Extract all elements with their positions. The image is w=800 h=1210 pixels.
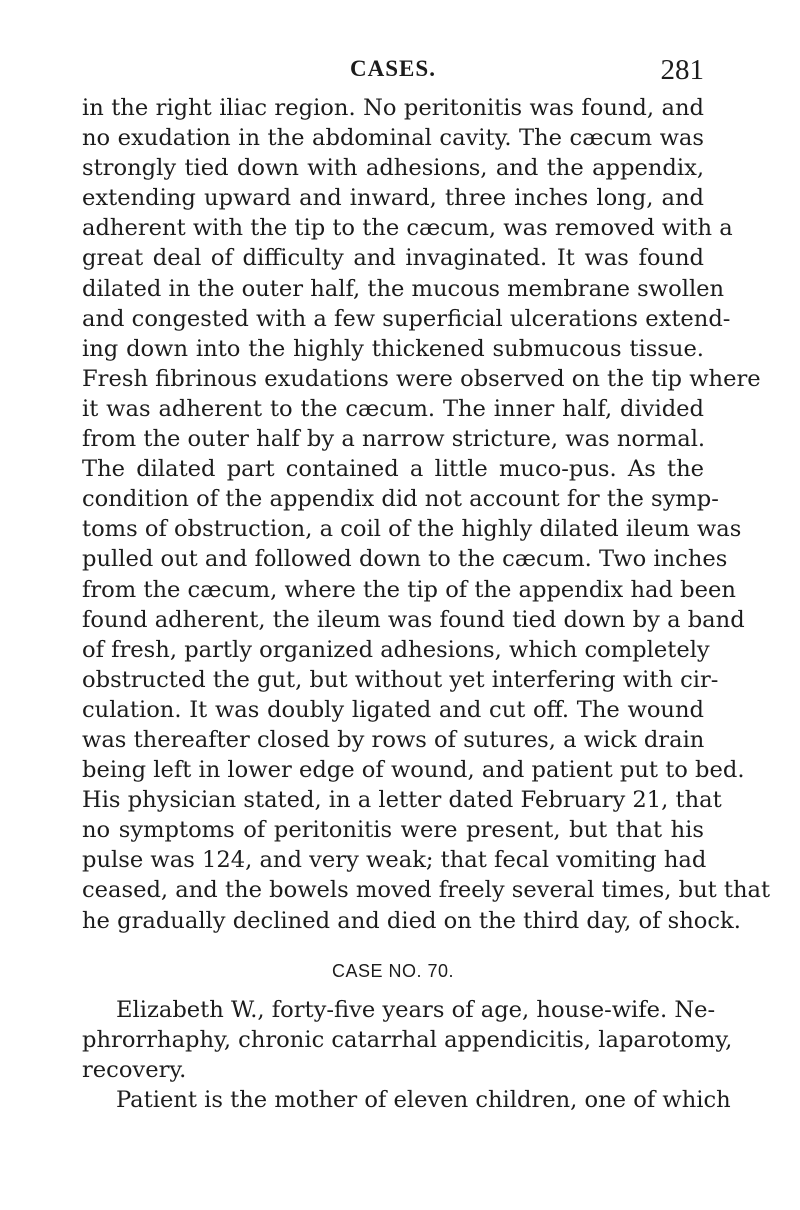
text-line: in the right iliac region. No peritonitis was found, and (82, 95, 704, 121)
text-line: Elizabeth W., forty-five years of age, house-wife. Ne- (116, 996, 716, 1023)
body-text (82, 93, 771, 1115)
text-line: pulse was 124, and very weak; that fecal vomiting had (82, 847, 707, 874)
running-title: CASES. (350, 56, 436, 81)
paragraph-case-continuation (82, 93, 771, 936)
text-line: recovery. (82, 1056, 187, 1083)
text-line: Patient is the mother of eleven children, one of which (116, 1086, 731, 1113)
text-line: and congested with a few superficial ulcerations extend- (82, 305, 731, 332)
paragraph-case-summary (82, 995, 733, 1085)
text-line: pulled out and followed down to the cæcum. Two inches (82, 546, 728, 573)
case-heading: CASE NO. 70. (331, 960, 455, 981)
text-line: toms of obstruction, a coil of the highly dilated ileum was (82, 516, 742, 543)
text-line: being left in lower edge of wound, and patient put to bed. (82, 757, 745, 784)
text-line: dilated in the outer half, the mucous membrane swollen (82, 275, 725, 302)
text-line: of fresh, partly organized adhesions, which completely (82, 636, 710, 663)
text-line: from the cæcum, where the tip of the appendix had been (82, 576, 736, 603)
text-line: obstructed the gut, but without yet interfering with cir- (82, 666, 719, 693)
text-line: condition of the appendix did not account for the symp- (82, 486, 719, 513)
text-line: from the outer half by a narrow stricture, was normal. (82, 426, 706, 453)
text-line: was thereafter closed by rows of sutures, a wick drain (82, 726, 705, 753)
text-line: The dilated part contained a little muco-pus. As the (82, 456, 704, 483)
text-line: no symptoms of peritonitis were present, but that his (82, 817, 704, 844)
text-line: found adherent, the ileum was found tied down by a band (82, 606, 745, 633)
text-line: ing down into the highly thickened submucous tissue. (82, 335, 704, 362)
text-line: it was adherent to the cæcum. The inner half, divided (82, 395, 704, 422)
text-line: adherent with the tip to the cæcum, was removed with a (82, 215, 733, 242)
paragraph-patient-history (82, 1085, 731, 1115)
text-line: no exudation in the abdominal cavity. The cæcum was (82, 125, 704, 152)
page-number: 281 (660, 54, 704, 86)
text-line: phrorrhaphy, chronic catarrhal appendicitis, laparotomy, (82, 1026, 733, 1053)
text-line: he gradually declined and died on the third day, of shock. (82, 907, 741, 934)
text-line: His physician stated, in a letter dated February 21, that (82, 787, 722, 814)
text-line: Fresh fibrinous exudations were observed on the tip where (82, 365, 761, 392)
text-line: strongly tied down with adhesions, and the appendix, (82, 155, 704, 182)
text-line: extending upward and inward, three inches long, and (82, 185, 704, 212)
text-line: culation. It was doubly ligated and cut off. The wound (82, 696, 704, 723)
text-line: ceased, and the bowels moved freely several times, but that (82, 877, 771, 904)
page-header (82, 56, 704, 86)
text-line: great deal of difficulty and invaginated. It was found (82, 245, 704, 272)
